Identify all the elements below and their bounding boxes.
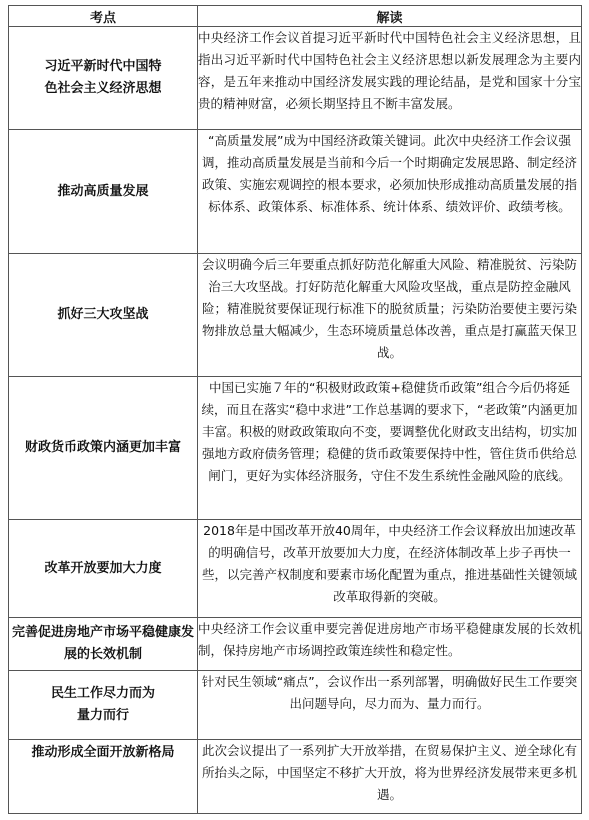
- row-point: 财政货币政策内涵更加丰富: [9, 377, 198, 520]
- row-point: 推动高质量发展: [9, 130, 198, 254]
- table-row: [9, 740, 582, 814]
- row-point: 完善促进房地产市场平稳健康发展的长效机制: [9, 618, 198, 671]
- row-point: 民生工作尽力而为量力而行: [9, 671, 198, 740]
- header-interpretation: 解读: [198, 6, 582, 27]
- row-point: 改革开放要加大力度: [9, 520, 198, 618]
- row-desc: 针对民生领域“痛点”，会议作出一系列部署，明确做好民生工作要突出问题导向，尽力而为、量力而行。: [198, 671, 582, 740]
- row-desc: 中央经济工作会议首提习近平新时代中国特色社会主义经济思想，且指出习近平新时代中国特色社会主义经济思想以新发展理念为主要内容，是五年来推动中国经济发展实践的理论结晶，是党和国家十分宝贵的精神财富，必须长期坚持且不断丰富发展。: [198, 27, 582, 130]
- table-row: [9, 254, 582, 377]
- table-row: [9, 27, 582, 130]
- table-row: [9, 618, 582, 671]
- row-desc: 中国已实施７年的“积极财政政策+稳健货币政策”组合今后仍将延续，而且在落实“稳中求进”工作总基调的要求下，“老政策”内涵更加丰富。积极的财政政策取向不变，要调整优化财政支出结构，切实加强地方政府债务管理；稳健的货币政策要保持中性，管住货币供给总闸门，更好为实体经济服务，守住不发生系统性金融风险的底线。: [198, 377, 582, 520]
- row-desc: 中央经济工作会议重申要完善促进房地产市场平稳健康发展的长效机制，保持房地产市场调控政策连续性和稳定性。: [198, 618, 582, 671]
- table-row: [9, 520, 582, 618]
- row-point: 抓好三大攻坚战: [9, 254, 198, 377]
- row-point: 习近平新时代中国特色社会主义经济思想: [9, 27, 198, 130]
- table-row: [9, 671, 582, 740]
- policy-table: [8, 5, 582, 814]
- header-point: 考点: [9, 6, 198, 27]
- table-row: [9, 377, 582, 520]
- table-header-row: [9, 6, 582, 27]
- row-desc: 此次会议提出了一系列扩大开放举措，在贸易保护主义、逆全球化有所抬头之际，中国坚定不移扩大开放，将为世界经济发展带来更多机遇。: [198, 740, 582, 814]
- row-desc: “高质量发展”成为中国经济政策关键词。此次中央经济工作会议强调，推动高质量发展是当前和今后一个时期确定发展思路、制定经济政策、实施宏观调控的根本要求，必须加快形成推动高质量发展的指标体系、政策体系、标准体系、统计体系、绩效评价、政绩考核。: [198, 130, 582, 254]
- row-point: 推动形成全面开放新格局: [9, 740, 198, 814]
- table-row: [9, 130, 582, 254]
- row-desc: 会议明确今后三年要重点抓好防范化解重大风险、精准脱贫、污染防治三大攻坚战。打好防范化解重大风险攻坚战，重点是防控金融风险；精准脱贫要保证现行标准下的脱贫质量；污染防治要使主要污染物排放总量大幅减少，生态环境质量总体改善，重点是打赢蓝天保卫战。: [198, 254, 582, 377]
- row-desc: 2018年是中国改革开放40周年，中央经济工作会议释放出加速改革的明确信号，改革开放要加大力度，在经济体制改革上步子再快一些，以完善产权制度和要素市场化配置为重点，推进基础性关键领域改革取得新的突破。: [198, 520, 582, 618]
